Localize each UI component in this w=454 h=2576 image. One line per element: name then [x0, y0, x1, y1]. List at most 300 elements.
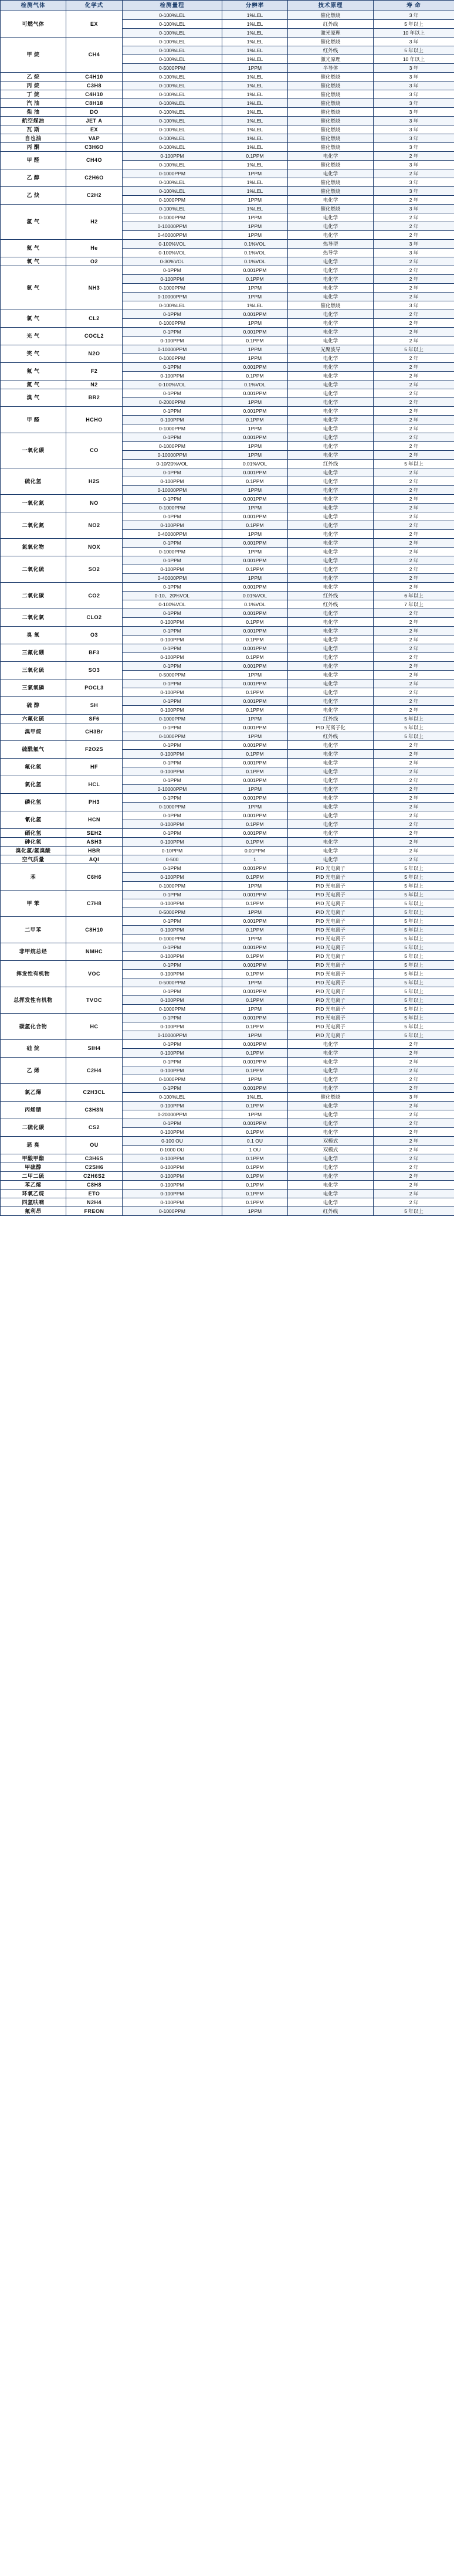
table-row — [1, 723, 454, 732]
range-cell: 0-100%LEL — [123, 11, 222, 20]
range-cell: 0-1PPM — [123, 468, 222, 477]
range-cell: 0-5000PPM — [123, 908, 222, 917]
gas-formula-cell: F2 — [66, 363, 123, 380]
life-cell: 3 年 — [374, 249, 454, 257]
table-row — [1, 1014, 454, 1022]
gas-formula-cell: C4H10 — [66, 73, 123, 81]
life-cell: 2 年 — [374, 530, 454, 539]
technology-cell: 电化学 — [288, 697, 374, 706]
life-cell: 2 年 — [374, 1154, 454, 1163]
gas-name-cell: 总挥发性有机物 — [1, 987, 66, 1014]
gas-name-cell: 氟利昂 — [1, 1207, 66, 1216]
resolution-cell: 1PPM — [222, 345, 288, 354]
gas-formula-cell: C6H6 — [66, 864, 123, 891]
resolution-cell: 1%LEL — [222, 11, 288, 20]
gas-name-cell: 自也油 — [1, 134, 66, 143]
gas-formula-cell: SF6 — [66, 715, 123, 723]
range-cell: 0-1PPM — [123, 864, 222, 873]
range-cell: 0-1PPM — [123, 495, 222, 504]
gas-name-cell: 硫化氢 — [1, 468, 66, 495]
gas-formula-cell: HC — [66, 1014, 123, 1040]
technology-cell: 电化学 — [288, 495, 374, 504]
technology-cell: 催化燃烧 — [288, 143, 374, 152]
table-row — [1, 1084, 454, 1093]
range-cell: 0-1000PPM — [123, 354, 222, 363]
range-cell: 0-10、20%VOL — [123, 592, 222, 600]
technology-cell: 催化燃烧 — [288, 134, 374, 143]
gas-name-cell: 丙 酮 — [1, 143, 66, 152]
resolution-cell: 1PPM — [222, 934, 288, 943]
gas-name-cell: 乙 醇 — [1, 169, 66, 187]
gas-name-cell: 甲硫醇 — [1, 1163, 66, 1172]
life-cell: 5 年以上 — [374, 1005, 454, 1014]
technology-cell: 热导学 — [288, 249, 374, 257]
resolution-cell: 0.1PPM — [222, 372, 288, 380]
gas-name-cell: 可燃气体 — [1, 11, 66, 38]
range-cell: 0-1000PPM — [123, 548, 222, 556]
life-cell: 2 年 — [374, 380, 454, 389]
life-cell: 2 年 — [374, 495, 454, 504]
gas-formula-cell: C8H8 — [66, 1181, 123, 1190]
gas-formula-cell: EX — [66, 125, 123, 134]
table-row — [1, 583, 454, 592]
resolution-cell: 0.1PPM — [222, 767, 288, 776]
gas-formula-cell: BR2 — [66, 389, 123, 407]
table-row — [1, 205, 454, 213]
resolution-cell: 1%LEL — [222, 125, 288, 134]
life-cell: 2 年 — [374, 855, 454, 864]
resolution-cell: 0.1PPM — [222, 275, 288, 284]
life-cell: 2 年 — [374, 1102, 454, 1110]
life-cell: 3 年 — [374, 134, 454, 143]
resolution-cell: 1%LEL — [222, 161, 288, 169]
range-cell: 0-1PPM — [123, 556, 222, 565]
range-cell: 0-1000PPM — [123, 882, 222, 891]
life-cell: 2 年 — [374, 433, 454, 442]
life-cell: 2 年 — [374, 1058, 454, 1066]
technology-cell: 电化学 — [288, 1058, 374, 1066]
life-cell: 3 年 — [374, 81, 454, 90]
resolution-cell: 1%LEL — [222, 73, 288, 81]
resolution-cell: 1PPM — [222, 803, 288, 811]
gas-formula-cell: NO2 — [66, 512, 123, 539]
technology-cell: 电化学 — [288, 644, 374, 653]
life-cell: 2 年 — [374, 372, 454, 380]
gas-name-cell: 氟化氢 — [1, 759, 66, 776]
range-cell: 0-1000PPM — [123, 715, 222, 723]
table-row — [1, 1102, 454, 1110]
life-cell: 3 年 — [374, 125, 454, 134]
technology-cell: 电化学 — [288, 530, 374, 539]
life-cell: 10 年以上 — [374, 29, 454, 38]
table-row — [1, 864, 454, 873]
life-cell: 2 年 — [374, 337, 454, 345]
technology-cell: 电化学 — [288, 468, 374, 477]
life-cell: 2 年 — [374, 468, 454, 477]
gas-formula-cell: N2O — [66, 345, 123, 363]
technology-cell: 电化学 — [288, 328, 374, 337]
life-cell: 2 年 — [374, 644, 454, 653]
range-cell: 0-100%LEL — [123, 205, 222, 213]
life-cell: 2 年 — [374, 679, 454, 688]
technology-cell: PID 光电离子 — [288, 899, 374, 908]
resolution-cell: 1%LEL — [222, 99, 288, 108]
technology-cell: 电化学 — [288, 284, 374, 293]
technology-cell: 电化学 — [288, 653, 374, 662]
technology-cell: 电化学 — [288, 803, 374, 811]
technology-cell: 热导型 — [288, 240, 374, 249]
range-cell: 0-10000PPM — [123, 486, 222, 495]
resolution-cell: 1PPM — [222, 486, 288, 495]
range-cell: 0-100PPM — [123, 337, 222, 345]
gas-name-cell: 氰化氢 — [1, 811, 66, 829]
technology-cell: 双模式 — [288, 1146, 374, 1154]
life-cell: 5 年以上 — [374, 934, 454, 943]
range-cell: 0-100%LEL — [123, 143, 222, 152]
table-row — [1, 407, 454, 416]
range-cell: 0-100%VOL — [123, 600, 222, 609]
life-cell: 2 年 — [374, 512, 454, 521]
resolution-cell: 0.1PPM — [222, 706, 288, 715]
gas-formula-cell: JET A — [66, 117, 123, 125]
gas-name-cell: 氦 气 — [1, 240, 66, 257]
gas-formula-cell: C4H10 — [66, 90, 123, 99]
life-cell: 5 年以上 — [374, 715, 454, 723]
life-cell: 2 年 — [374, 1172, 454, 1181]
resolution-cell: 1PPM — [222, 978, 288, 987]
life-cell: 2 年 — [374, 1075, 454, 1084]
range-cell: 0-100%LEL — [123, 20, 222, 29]
range-cell: 0-100PPM — [123, 1128, 222, 1137]
table-row — [1, 512, 454, 521]
gas-name-cell: 氧 气 — [1, 257, 66, 266]
life-cell: 2 年 — [374, 407, 454, 416]
gas-formula-cell: CO2 — [66, 583, 123, 609]
range-cell: 0-100PPM — [123, 416, 222, 424]
gas-name-cell: 光 气 — [1, 328, 66, 345]
resolution-cell: 0.1%VOL — [222, 249, 288, 257]
life-cell: 5 年以上 — [374, 908, 454, 917]
technology-cell: 电化学 — [288, 293, 374, 301]
range-cell: 0-1PPM — [123, 829, 222, 838]
gas-name-cell: 甲酸甲酯 — [1, 1154, 66, 1163]
resolution-cell: 0.1PPM — [222, 926, 288, 934]
technology-cell: 电化学 — [288, 266, 374, 275]
life-cell: 3 年 — [374, 117, 454, 125]
resolution-cell: 0.001PPM — [222, 389, 288, 398]
life-cell: 5 年以上 — [374, 20, 454, 29]
gas-name-cell: 乙 烯 — [1, 1058, 66, 1084]
life-cell: 2 年 — [374, 618, 454, 627]
resolution-cell: 1%LEL — [222, 143, 288, 152]
range-cell: 0-100%LEL — [123, 99, 222, 108]
gas-formula-cell: ETO — [66, 1190, 123, 1198]
table-row — [1, 257, 454, 266]
life-cell: 2 年 — [374, 222, 454, 231]
table-row — [1, 187, 454, 196]
resolution-cell: 0.1PPM — [222, 899, 288, 908]
range-cell: 0-10000PPM — [123, 451, 222, 460]
life-cell: 10 年以上 — [374, 55, 454, 64]
resolution-cell: 0.1PPM — [222, 1154, 288, 1163]
range-cell: 0-1PPM — [123, 794, 222, 803]
range-cell: 0-100PPM — [123, 873, 222, 882]
table-row — [1, 891, 454, 899]
col-header-formula: 化学式 — [66, 1, 123, 11]
technology-cell: 电化学 — [288, 671, 374, 679]
technology-cell: 电化学 — [288, 504, 374, 512]
range-cell: 0-1000PPM — [123, 732, 222, 741]
range-cell: 0-100%LEL — [123, 29, 222, 38]
technology-cell: 电化学 — [288, 433, 374, 442]
resolution-cell: 1%LEL — [222, 20, 288, 29]
technology-cell: 电化学 — [288, 380, 374, 389]
life-cell: 2 年 — [374, 556, 454, 565]
technology-cell: 电化学 — [288, 1190, 374, 1198]
technology-cell: PID 光离子化 — [288, 723, 374, 732]
gas-formula-cell: CH4 — [66, 38, 123, 73]
technology-cell: 电化学 — [288, 618, 374, 627]
range-cell: 0-2000PPM — [123, 398, 222, 407]
range-cell: 0-1PPM — [123, 917, 222, 926]
range-cell: 0-100%VOL — [123, 380, 222, 389]
life-cell: 2 年 — [374, 627, 454, 635]
life-cell: 2 年 — [374, 583, 454, 592]
technology-cell: 催化燃烧 — [288, 81, 374, 90]
range-cell: 0-100PPM — [123, 1022, 222, 1031]
range-cell: 0-100 OU — [123, 1137, 222, 1146]
range-cell: 0-5000PPM — [123, 978, 222, 987]
range-cell: 0-1000PPM — [123, 1005, 222, 1014]
life-cell: 5 年以上 — [374, 917, 454, 926]
life-cell: 2 年 — [374, 1049, 454, 1058]
life-cell: 2 年 — [374, 785, 454, 794]
range-cell: 0-100%VOL — [123, 249, 222, 257]
technology-cell: 电化学 — [288, 574, 374, 583]
technology-cell: 电化学 — [288, 1040, 374, 1049]
range-cell: 0-100PPM — [123, 926, 222, 934]
range-cell: 0-100%LEL — [123, 178, 222, 187]
table-row — [1, 679, 454, 688]
life-cell: 2 年 — [374, 1128, 454, 1137]
col-header-resolution: 分辨率 — [222, 1, 288, 11]
range-cell: 0-30%VOL — [123, 257, 222, 266]
gas-name-cell: 氨 气 — [1, 266, 66, 310]
gas-name-cell: 二氧化氮 — [1, 512, 66, 539]
resolution-cell: 0.001PPM — [222, 266, 288, 275]
gas-name-cell: 笑 气 — [1, 345, 66, 363]
technology-cell: PID 光电离子 — [288, 987, 374, 996]
resolution-cell: 0.001PPM — [222, 407, 288, 416]
range-cell: 0-1PPM — [123, 987, 222, 996]
table-row — [1, 143, 454, 152]
range-cell: 0-1PPM — [123, 1058, 222, 1066]
technology-cell: 电化学 — [288, 372, 374, 380]
life-cell: 2 年 — [374, 838, 454, 847]
gas-formula-cell: FREON — [66, 1207, 123, 1216]
gas-formula-cell: VAP — [66, 134, 123, 143]
table-row — [1, 99, 454, 108]
technology-cell: 电化学 — [288, 310, 374, 319]
technology-cell: PID 光电离子 — [288, 926, 374, 934]
table-row — [1, 108, 454, 117]
resolution-cell: 0.001PPM — [222, 741, 288, 750]
resolution-cell: 1PPM — [222, 1110, 288, 1119]
gas-name-cell: 甲 烷 — [1, 38, 66, 73]
resolution-cell: 1PPM — [222, 451, 288, 460]
gas-formula-cell: DO — [66, 108, 123, 117]
technology-cell: PID 光电离子 — [288, 882, 374, 891]
life-cell: 2 年 — [374, 196, 454, 205]
life-cell: 3 年 — [374, 205, 454, 213]
technology-cell: 电化学 — [288, 627, 374, 635]
gas-name-cell: 四氢呋喃 — [1, 1198, 66, 1207]
resolution-cell: 0.001PPM — [222, 583, 288, 592]
resolution-cell: 1PPM — [222, 548, 288, 556]
table-row — [1, 389, 454, 398]
gas-formula-cell: NH3 — [66, 266, 123, 310]
life-cell: 5 年以上 — [374, 873, 454, 882]
technology-cell: 电化学 — [288, 1172, 374, 1181]
range-cell: 0-1PPM — [123, 609, 222, 618]
table-row — [1, 363, 454, 372]
technology-cell: 电化学 — [288, 539, 374, 548]
resolution-cell: 0.001PPM — [222, 961, 288, 970]
gas-formula-cell: NMHC — [66, 943, 123, 961]
life-cell: 2 年 — [374, 609, 454, 618]
resolution-cell: 1%LEL — [222, 46, 288, 55]
range-cell: 0-1000PPM — [123, 196, 222, 205]
range-cell: 0-1000 OU — [123, 1146, 222, 1154]
resolution-cell: 1%LEL — [222, 108, 288, 117]
gas-name-cell: 柴 油 — [1, 108, 66, 117]
gas-formula-cell: POCL3 — [66, 679, 123, 697]
table-row — [1, 556, 454, 565]
resolution-cell: 0.1PPM — [222, 152, 288, 161]
gas-name-cell: 碳氢化合物 — [1, 1014, 66, 1040]
range-cell: 0-100%LEL — [123, 187, 222, 196]
gas-formula-cell: HBR — [66, 847, 123, 855]
technology-cell: 半导体 — [288, 64, 374, 73]
technology-cell: 催化燃烧 — [288, 117, 374, 125]
range-cell: 0-100PPM — [123, 820, 222, 829]
range-cell: 0-100PPM — [123, 477, 222, 486]
life-cell: 2 年 — [374, 803, 454, 811]
life-cell: 6 年以上 — [374, 592, 454, 600]
life-cell: 2 年 — [374, 829, 454, 838]
gas-name-cell: 硅 烷 — [1, 1040, 66, 1058]
technology-cell: 电化学 — [288, 416, 374, 424]
resolution-cell: 1%LEL — [222, 187, 288, 196]
gas-formula-cell: H2 — [66, 205, 123, 240]
range-cell: 0-1PPM — [123, 627, 222, 635]
range-cell: 0-100%LEL — [123, 108, 222, 117]
range-cell: 0-1000PPM — [123, 504, 222, 512]
technology-cell: PID 光电离子 — [288, 1022, 374, 1031]
life-cell: 2 年 — [374, 424, 454, 433]
technology-cell: 电化学 — [288, 319, 374, 328]
life-cell: 5 年以上 — [374, 899, 454, 908]
resolution-cell: 0.001PPM — [222, 679, 288, 688]
resolution-cell: 1PPM — [222, 732, 288, 741]
resolution-cell: 1%LEL — [222, 29, 288, 38]
life-cell: 5 年以上 — [374, 926, 454, 934]
gas-name-cell: 空气质量 — [1, 855, 66, 864]
range-cell: 0-1000PPM — [123, 934, 222, 943]
gas-name-cell: 二氧化硫 — [1, 556, 66, 583]
resolution-cell: 1 OU — [222, 1146, 288, 1154]
technology-cell: 电化学 — [288, 829, 374, 838]
resolution-cell: 0.1PPM — [222, 838, 288, 847]
gas-name-cell: 甲 苯 — [1, 891, 66, 917]
technology-cell: 电化学 — [288, 521, 374, 530]
gas-formula-cell: C2SH6 — [66, 1163, 123, 1172]
resolution-cell: 0.1PPM — [222, 521, 288, 530]
gas-formula-cell: COCL2 — [66, 328, 123, 345]
range-cell: 0-1PPM — [123, 759, 222, 767]
life-cell: 5 年以上 — [374, 987, 454, 996]
range-cell: 0-1000PPM — [123, 803, 222, 811]
resolution-cell: 1PPM — [222, 293, 288, 301]
gas-name-cell: 二甲苯 — [1, 917, 66, 943]
gas-name-cell: 磷化氢 — [1, 794, 66, 811]
technology-cell: 电化学 — [288, 363, 374, 372]
resolution-cell: 1PPM — [222, 64, 288, 73]
life-cell: 2 年 — [374, 1137, 454, 1146]
range-cell: 0-100PPM — [123, 1102, 222, 1110]
technology-cell: PID 光电离子 — [288, 917, 374, 926]
resolution-cell: 1 — [222, 855, 288, 864]
life-cell: 5 年以上 — [374, 891, 454, 899]
resolution-cell: 0.001PPM — [222, 662, 288, 671]
gas-name-cell: 挥发性有机物 — [1, 961, 66, 987]
gas-formula-cell: F2O2S — [66, 741, 123, 759]
resolution-cell: 0.001PPM — [222, 495, 288, 504]
life-cell: 2 年 — [374, 1084, 454, 1093]
gas-formula-cell: C2H3CL — [66, 1084, 123, 1102]
gas-name-cell: 三氧化硫 — [1, 662, 66, 679]
resolution-cell: 0.001PPM — [222, 891, 288, 899]
resolution-cell: 1%LEL — [222, 1093, 288, 1102]
technology-cell: 电化学 — [288, 1075, 374, 1084]
life-cell: 2 年 — [374, 416, 454, 424]
range-cell: 0-100%VOL — [123, 240, 222, 249]
resolution-cell: 1PPM — [222, 1207, 288, 1216]
gas-formula-cell: SO3 — [66, 662, 123, 679]
gas-formula-cell: OU — [66, 1137, 123, 1154]
life-cell: 2 年 — [374, 451, 454, 460]
technology-cell: 电化学 — [288, 838, 374, 847]
gas-formula-cell: PH3 — [66, 794, 123, 811]
gas-name-cell: 乙 烷 — [1, 73, 66, 81]
resolution-cell: 1PPM — [222, 354, 288, 363]
range-cell: 0-1PPM — [123, 1084, 222, 1093]
table-row — [1, 715, 454, 723]
technology-cell: PID 光电离子 — [288, 873, 374, 882]
resolution-cell: 0.1PPM — [222, 1163, 288, 1172]
gas-name-cell: 溴化氢/氢溴酸 — [1, 847, 66, 855]
technology-cell: 催化燃烧 — [288, 161, 374, 169]
life-cell: 2 年 — [374, 635, 454, 644]
gas-name-cell: 二甲二硫 — [1, 1172, 66, 1181]
gas-formula-cell: SH — [66, 697, 123, 715]
technology-cell: 双模式 — [288, 1137, 374, 1146]
table-row — [1, 855, 454, 864]
life-cell: 2 年 — [374, 486, 454, 495]
table-row — [1, 1119, 454, 1128]
range-cell: 0-1000PPM — [123, 169, 222, 178]
range-cell: 0-1000PPM — [123, 319, 222, 328]
